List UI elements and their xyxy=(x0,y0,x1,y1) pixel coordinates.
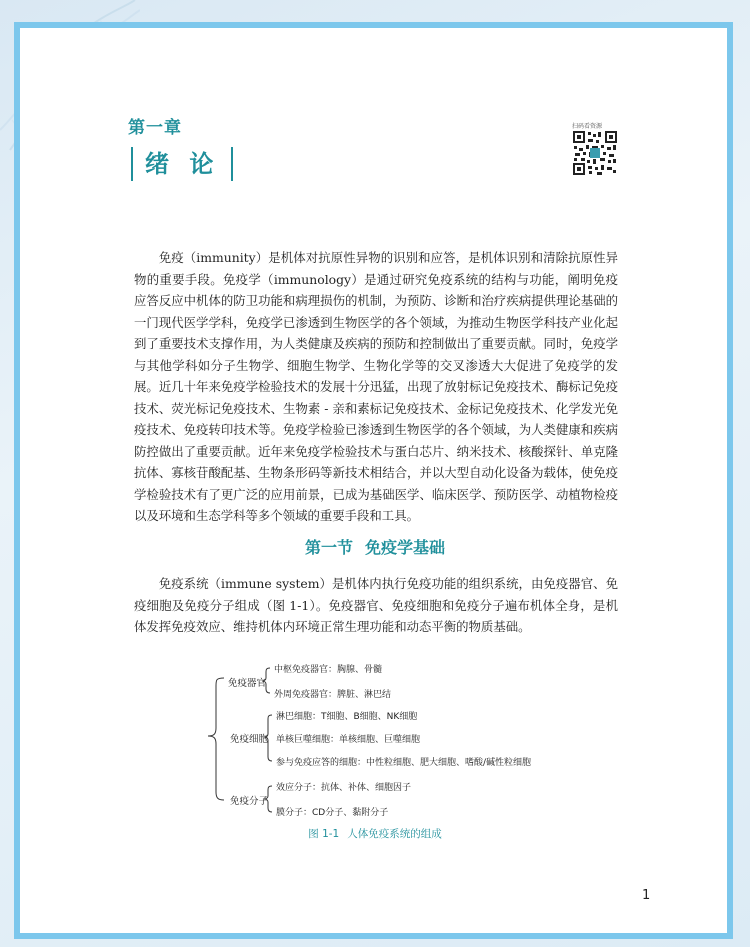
chapter-title: 绪 论 xyxy=(131,147,233,181)
cells-item: 单核巨噬细胞：单核细胞、巨噬细胞 xyxy=(276,735,421,745)
figure-caption-label: 图 1-1 xyxy=(308,828,340,840)
group-molecules: 免疫分子 xyxy=(230,796,269,807)
section-heading xyxy=(0,535,750,558)
qr-code-icon[interactable] xyxy=(572,130,618,176)
page-number: 1 xyxy=(642,888,651,903)
molecules-item: 效应分子：抗体、补体、细胞因子 xyxy=(276,783,412,793)
organs-item: 中枢免疫器官：胸腺、骨髓 xyxy=(274,665,383,675)
intro-paragraph: 免疫（immunity）是机体对抗原性异物的识别和应答，是机体识别和清除抗原性异物的重要手段。免疫学（immunology）是通过研究免疫系统的结构与功能，阐明免疫应答反应中机体的防卫功能和病理损伤的机制，为预防、诊断和治疗疾病提供理论基础的一门现代医学学科，免疫学已渗透到生物医学的各个领域，为推动生物医学科技产业化起到了重要技术支撑作用，为人类健康及疾病的预防和控制做出了重要贡献。同时，免疫学与其他学科如分子生物学、细胞生物学、生物化学等的交叉渗透大大促进了免疫学的发展。近几十年来免疫学检验技术的发展十分迅猛，出现了放射标记免疫技术、酶标记免疫技术、荧光标记免疫技术、生物素 - 亲和素标记免疫技术、金标记免疫技术、化学发光免疫技术、免疫转印技术等。免疫学检验已渗透到生物医学的各个领域，为人类健康和疾病防控做出了重要贡献。近年来免疫学检验技术与蛋白芯片、纳米技术、核酸探针、单克隆抗体、寡核苷酸配基、生物条形码等新技术相结合，并以大型自动化设备为载体，使免疫学检验技术有了更广泛的应用前景，已成为基础医学、临床医学、预防医学、动植物检疫以及环境和生态学科等多个领域的重要手段和工具。 xyxy=(134,250,618,523)
group-organs: 免疫器官 xyxy=(228,678,267,689)
qr-label: 扫码看资源 xyxy=(572,123,603,130)
section-number: 第一节 xyxy=(304,538,353,557)
organs-item: 外周免疫器官：脾脏、淋巴结 xyxy=(274,690,392,700)
section-title: 免疫学基础 xyxy=(365,538,446,557)
immune-system-diagram xyxy=(200,656,580,826)
molecules-item: 膜分子：CD分子、黏附分子 xyxy=(276,808,389,818)
chapter-number: 第一章 xyxy=(128,118,182,138)
group-cells: 免疫细胞 xyxy=(230,734,269,745)
cells-item: 淋巴细胞：T细胞、B细胞、NK细胞 xyxy=(276,712,418,722)
cells-item: 参与免疫应答的细胞：中性粒细胞、肥大细胞、嗜酸/碱性粒细胞 xyxy=(276,758,532,768)
figure-caption-text: 人体免疫系统的组成 xyxy=(347,828,442,840)
section-paragraph: 免疫系统（immune system）是机体内执行免疫功能的组织系统，由免疫器官、免疫细胞及免疫分子组成（图 1-1）。免疫器官、免疫细胞和免疫分子遍布机体全身，是机体发挥免疫效应、维持机体内环境正常生理功能和动态平衡的物质基础。 xyxy=(134,576,618,634)
figure-caption xyxy=(0,826,750,841)
